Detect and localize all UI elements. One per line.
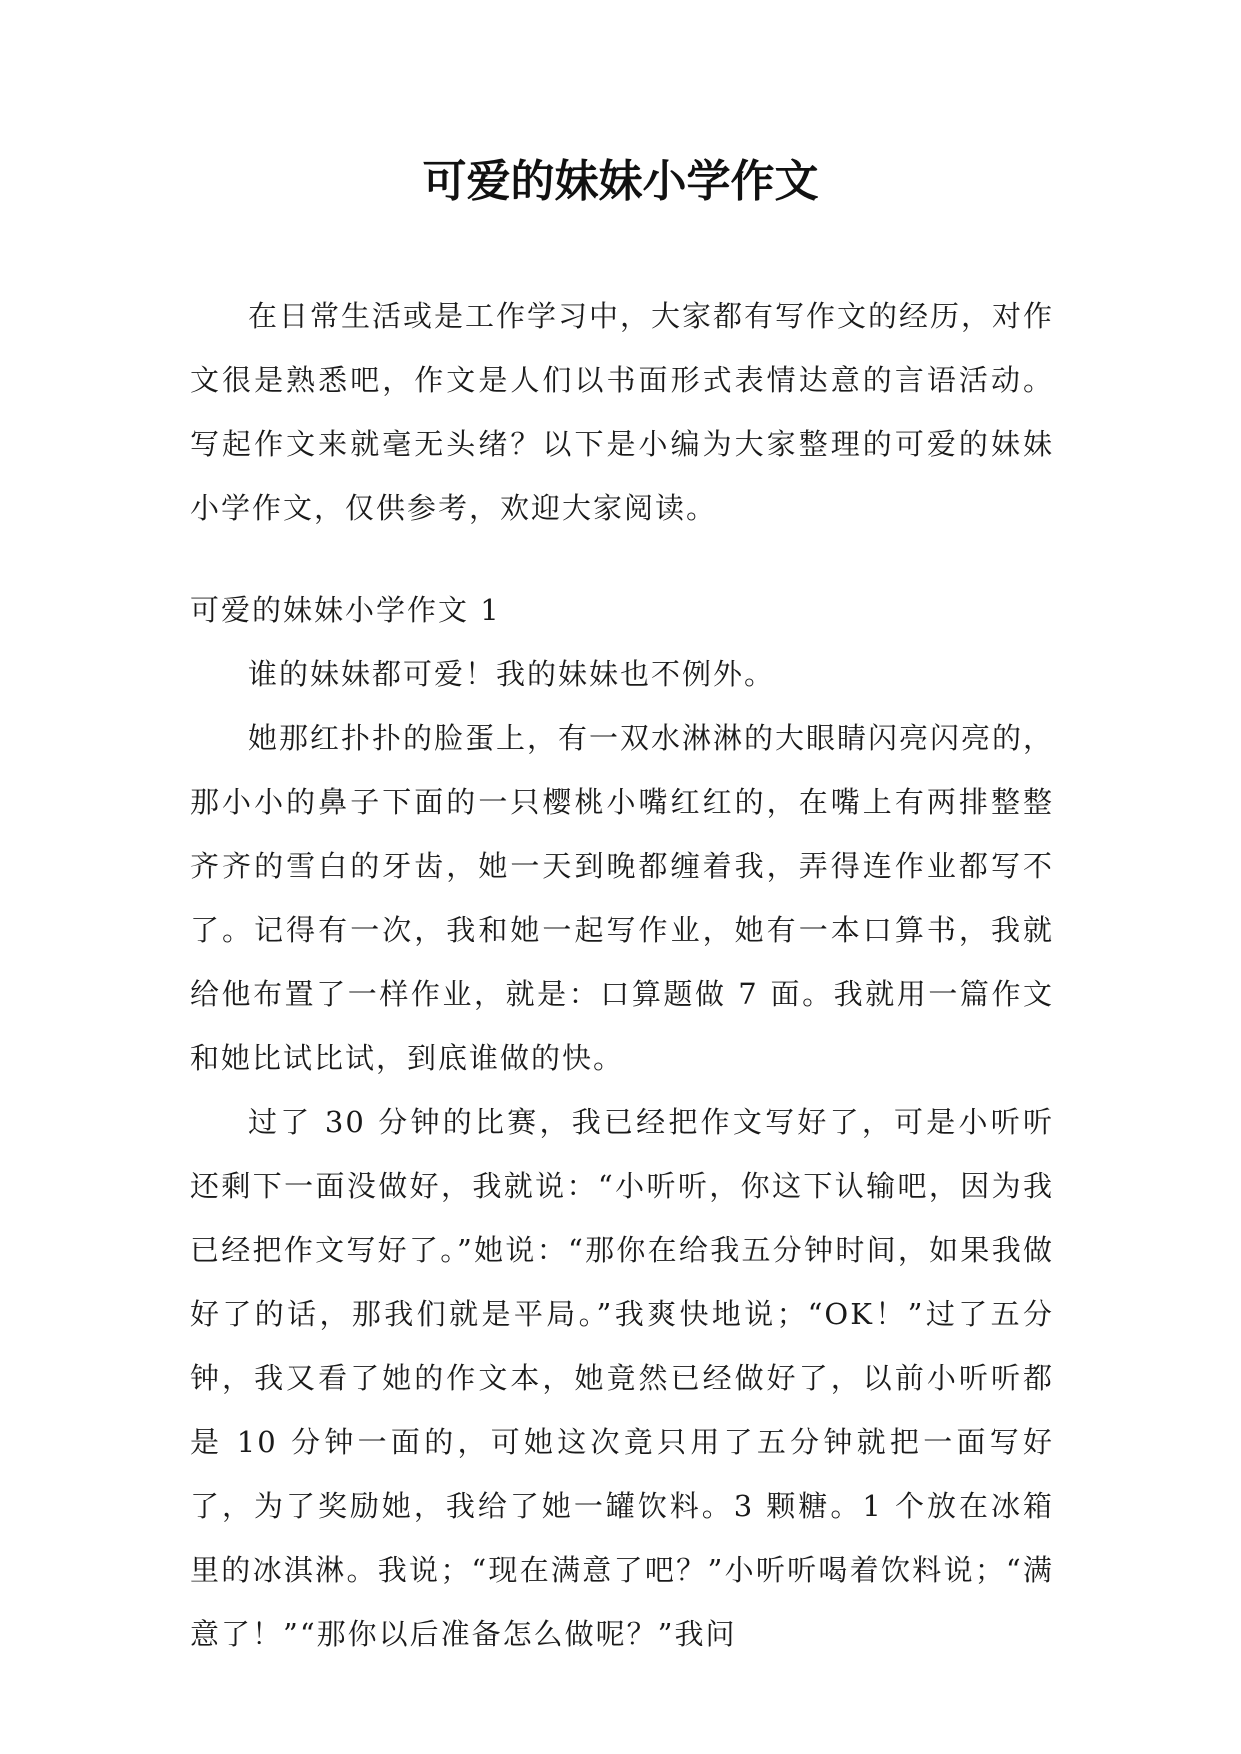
intro-block bbox=[190, 284, 1054, 540]
essay-paragraph-2: 她那红扑扑的脸蛋上，有一双水淋淋的大眼睛闪亮闪亮的，那小小的鼻子下面的一只樱桃小嘴红红的，在嘴上有两排整整齐齐的雪白的牙齿，她一天到晚都缠着我，弄得连作业都写不了。记得有一次，我和她一起写作业，她有一本口算书，我就给他布置了一样作业，就是：口算题做 7 面。我就用一篇作文和她比试比试，到底谁做的快。 bbox=[190, 721, 1055, 1075]
essay-section-1 bbox=[190, 578, 1054, 1666]
section-heading: 可爱的妹妹小学作文 1 bbox=[190, 593, 501, 627]
essay-paragraph-1: 谁的妹妹都可爱！我的妹妹也不例外。 bbox=[248, 657, 776, 691]
essay-paragraph-3: 过了 30 分钟的比赛，我已经把作文写好了，可是小听听还剩下一面没做好，我就说：“小听听，你这下认输吧，因为我已经把作文写好了。”她说：“那你在给我五分钟时间，如果我做好了的话，那我们就是平局。”我爽快地说；“OK！”过了五分钟，我又看了她的作文本，她竟然已经做好了，以前小听听都是 10 分钟一面的，可她这次竟只用了五分钟就把一面写好了，为了奖励她，我给了她一罐饮料。3 颗糖。1 个放在冰箱里的冰淇淋。我说；“现在满意了吧？”小听听喝着饮料说；“满意了！”“那你以后准备怎么做呢？”我问 bbox=[190, 1105, 1054, 1651]
document-title: 可爱的妹妹小学作文 bbox=[422, 156, 819, 207]
intro-paragraph: 在日常生活或是工作学习中，大家都有写作文的经历，对作文很是熟悉吧，作文是人们以书面形式表情达意的言语活动。写起作文来就毫无头绪？以下是小编为大家整理的可爱的妹妹小学作文，仅供参考，欢迎大家阅读。 bbox=[190, 299, 1055, 525]
